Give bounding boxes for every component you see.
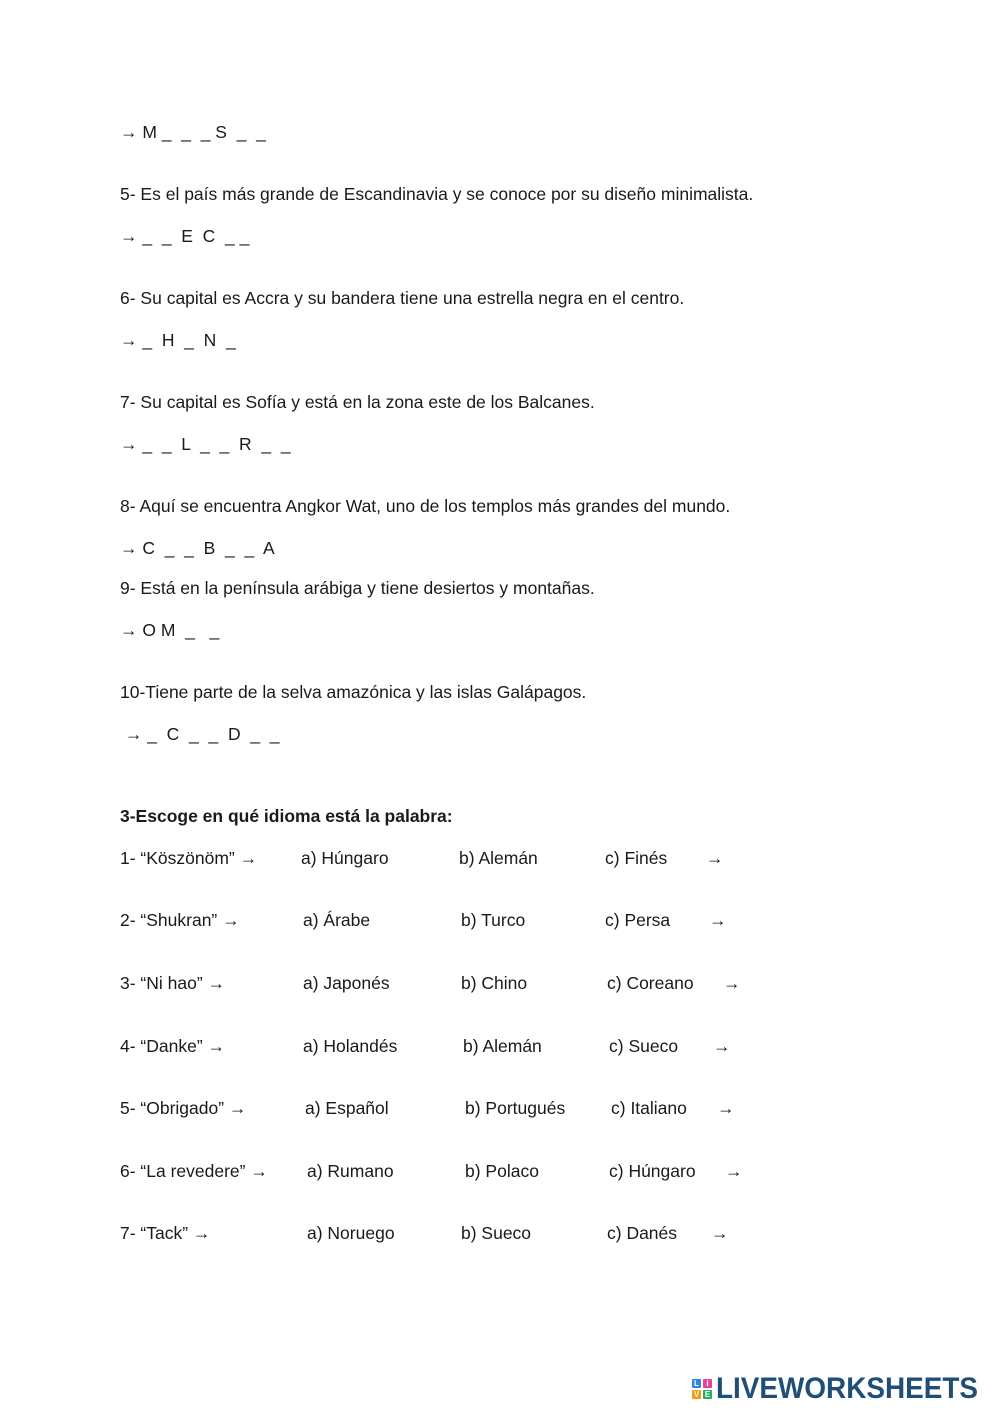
answer-line: → _ H _ N _	[120, 330, 236, 350]
logo-tile-e: E	[704, 1390, 711, 1399]
logo-tile-l: L	[692, 1379, 701, 1388]
option-b[interactable]: b) Sueco	[461, 1223, 532, 1243]
answer-arrow: →	[725, 1161, 743, 1181]
logo-tile-v: V	[693, 1390, 700, 1399]
option-b[interactable]: b) Polaco	[465, 1161, 539, 1181]
option-a[interactable]: a) Húngaro	[301, 848, 389, 868]
option-a[interactable]: a) Español	[305, 1098, 389, 1118]
question-word: 1- “Köszönöm” →	[120, 848, 258, 868]
answer-line: → _ _ L _ _ R _ _	[120, 434, 291, 454]
answer-arrow: →	[706, 848, 724, 868]
logo-tile-i: i	[703, 1379, 712, 1388]
answer-arrow: →	[723, 973, 741, 993]
option-b[interactable]: b) Turco	[461, 910, 526, 930]
clue-text: 6- Su capital es Accra y su bandera tiene una estrella negra en el centro.	[120, 288, 685, 308]
question-word: 4- “Danke” →	[120, 1036, 226, 1056]
question-word: 7- “Tack” →	[120, 1223, 211, 1243]
clue-text: 9- Está en la península arábiga y tiene desiertos y montañas.	[120, 578, 595, 598]
option-c[interactable]: c) Sueco	[609, 1036, 679, 1056]
option-b[interactable]: b) Portugués	[465, 1098, 566, 1118]
clue-text: 7- Su capital es Sofía y está en la zona este de los Balcanes.	[120, 392, 595, 412]
answer-line: → C _ _ B _ _ A	[120, 538, 275, 558]
option-c[interactable]: c) Italiano	[611, 1098, 687, 1118]
answer-arrow: →	[711, 1223, 729, 1243]
question-word: 2- “Shukran” →	[120, 910, 240, 930]
option-c[interactable]: c) Finés	[605, 848, 668, 868]
option-c[interactable]: c) Húngaro	[609, 1161, 696, 1181]
option-a[interactable]: a) Árabe	[303, 910, 371, 930]
question-word: 6- “La revedere” →	[120, 1161, 268, 1181]
option-a[interactable]: a) Rumano	[307, 1161, 394, 1181]
logo-text: LIVEWORKSHEETS	[716, 1372, 978, 1405]
option-b[interactable]: b) Chino	[461, 973, 528, 993]
clue-text: 8- Aquí se encuentra Angkor Wat, uno de los templos más grandes del mundo.	[120, 496, 731, 516]
answer-line: → O M _ _	[120, 620, 220, 640]
option-c[interactable]: c) Danés	[607, 1223, 678, 1243]
option-c[interactable]: c) Coreano	[607, 973, 694, 993]
answer-line: → M _ _ _ S _ _	[120, 122, 266, 142]
option-b[interactable]: b) Alemán	[459, 848, 538, 868]
option-a[interactable]: a) Noruego	[307, 1223, 395, 1243]
liveworksheets-logo-icon	[692, 1379, 712, 1399]
section-heading: 3-Escoge en qué idioma está la palabra:	[120, 806, 453, 826]
question-word: 3- “Ni hao” →	[120, 973, 226, 993]
answer-arrow: →	[717, 1098, 735, 1118]
option-b[interactable]: b) Alemán	[463, 1036, 542, 1056]
liveworksheets-logo	[692, 1372, 998, 1406]
clue-text: 5- Es el país más grande de Escandinavia y se conoce por su diseño minimalista.	[120, 184, 754, 204]
option-c[interactable]: c) Persa	[605, 910, 671, 930]
answer-line: → _ C _ _ D _ _	[120, 724, 280, 744]
answer-arrow: →	[713, 1036, 731, 1056]
question-word: 5- “Obrigado” →	[120, 1098, 247, 1118]
option-a[interactable]: a) Japonés	[303, 973, 390, 993]
option-a[interactable]: a) Holandés	[303, 1036, 398, 1056]
answer-line: → _ _ E C _ _	[120, 226, 250, 246]
clue-text: 10-Tiene parte de la selva amazónica y las islas Galápagos.	[120, 682, 587, 702]
answer-arrow: →	[709, 910, 727, 930]
